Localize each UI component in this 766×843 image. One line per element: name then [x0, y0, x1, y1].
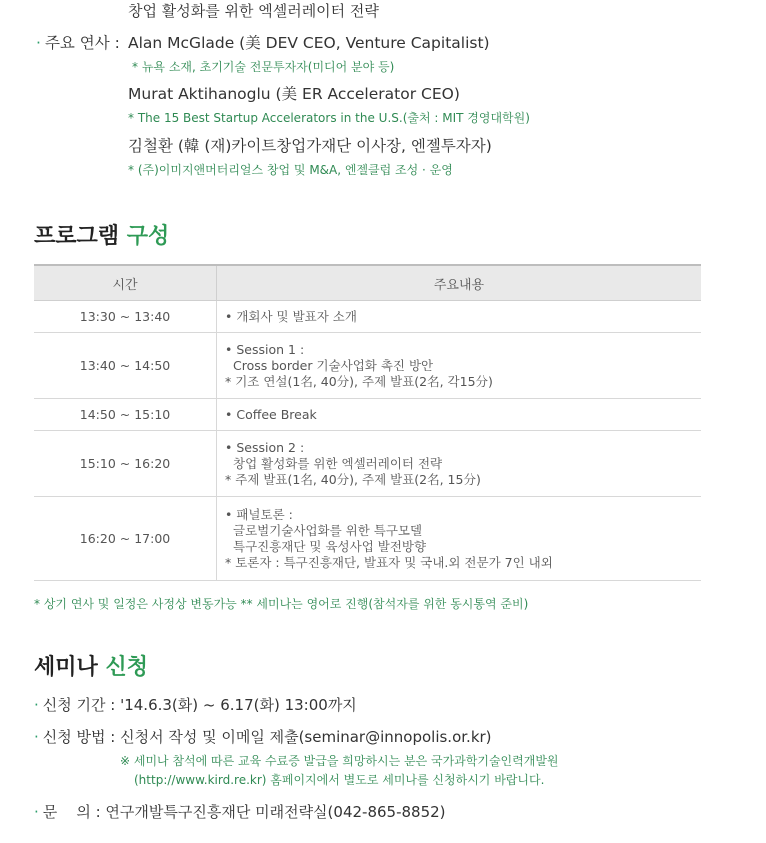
program-heading-accent: 구성 [126, 224, 170, 249]
content-line: • 패널토론 : [225, 506, 293, 522]
session2-title-line: 창업 활성화를 위한 엑셀러레이터 전략 [128, 2, 379, 20]
content-line: Cross border 기술사업화 촉진 방안 [233, 357, 434, 373]
time-cell: 14:50 ~ 15:10 [34, 399, 217, 431]
speaker-name: Murat Aktihanoglu (美 ER Accelerator CEO) [128, 85, 460, 103]
bullet-dot: · [36, 34, 41, 52]
table-row [34, 431, 701, 497]
registration-note-line-2: (http://www.kird.re.kr) 홈페이지에서 별도로 세미나를 신청하시기 바랍니다. [134, 773, 545, 787]
time-cell: 16:20 ~ 17:00 [34, 497, 217, 581]
col-header-content: 주요내용 [217, 265, 702, 301]
speakers-label-text: 주요 연사 : [44, 34, 120, 52]
content-cell [217, 431, 702, 497]
bullet-dot: · [34, 728, 39, 746]
registration-period-text: 신청 기간 : '14.6.3(화) ~ 6.17(화) 13:00까지 [42, 696, 357, 714]
content-line: • 개회사 및 발표자 소개 [225, 308, 357, 324]
registration-method-text: 신청 방법 : 신청서 작성 및 이메일 제출(seminar@innopolis.or.kr) [42, 728, 492, 746]
table-row [34, 333, 701, 399]
program-heading [34, 219, 169, 250]
content-line: 창업 활성화를 위한 엑셀러레이터 전략 [233, 455, 443, 471]
program-heading-main: 프로그램 [34, 224, 120, 249]
program-table [34, 264, 701, 581]
content-line: * 주제 발표(1名, 40分), 주제 발표(2名, 15分) [225, 471, 481, 487]
content-line: * 토론자 : 특구진흥재단, 발표자 및 국내.외 전문가 7인 내외 [225, 554, 553, 570]
col-header-time: 시간 [34, 265, 217, 301]
speaker-note: * The 15 Best Startup Accelerators in the U.S.(출처 : MIT 경영대학원) [128, 111, 530, 125]
bullet-dot: · [34, 696, 39, 714]
speakers-label [36, 31, 120, 53]
registration-heading [34, 650, 148, 681]
content-cell [217, 399, 702, 431]
content-line: • Session 2 : [225, 439, 305, 455]
speaker-name: 김철환 (韓 (재)카이트창업가재단 이사장, 엔젤투자자) [128, 137, 492, 155]
registration-method [34, 726, 492, 747]
registration-inquiry-text: 문 의 : 연구개발특구진흥재단 미래전략실(042-865-8852) [42, 803, 446, 821]
registration-note-line-1: ※ 세미나 참석에 따른 교육 수료증 발급을 희망하시는 분은 국가과학기술인력개발원 [120, 754, 559, 768]
content-line: * 기조 연설(1名, 40分), 주제 발표(2名, 각15分) [225, 373, 493, 389]
time-cell: 13:30 ~ 13:40 [34, 301, 217, 333]
table-header-row [34, 265, 701, 301]
content-cell [217, 301, 702, 333]
content-cell [217, 497, 702, 581]
content-line: 특구진흥재단 및 육성사업 발전방향 [233, 538, 427, 554]
content-line: • Session 1 : [225, 341, 305, 357]
registration-inquiry [34, 801, 446, 822]
table-row [34, 301, 701, 333]
content-line: 글로벌기술사업화를 위한 특구모델 [233, 522, 423, 538]
registration-heading-accent: 신청 [105, 655, 148, 680]
registration-heading-main: 세미나 [34, 655, 98, 680]
registration-period [34, 694, 357, 715]
content-line: • Coffee Break [225, 406, 317, 422]
speaker-name: Alan McGlade (美 DEV CEO, Venture Capitalist) [128, 34, 490, 52]
bullet-dot: · [34, 803, 39, 821]
table-row [34, 399, 701, 431]
time-cell: 13:40 ~ 14:50 [34, 333, 217, 399]
time-cell: 15:10 ~ 16:20 [34, 431, 217, 497]
table-row [34, 497, 701, 581]
speaker-note: * 뉴욕 소재, 초기기술 전문투자자(미디어 분야 등) [132, 60, 395, 74]
footnote: * 상기 연사 및 일정은 사정상 변동가능 ** 세미나는 영어로 진행(참석자를 위한 동시통역 준비) [34, 597, 529, 611]
content-cell [217, 333, 702, 399]
speaker-note: * (주)이미지앤머터리얼스 창업 및 M&A, 엔젤클럽 조성 · 운영 [128, 163, 453, 177]
